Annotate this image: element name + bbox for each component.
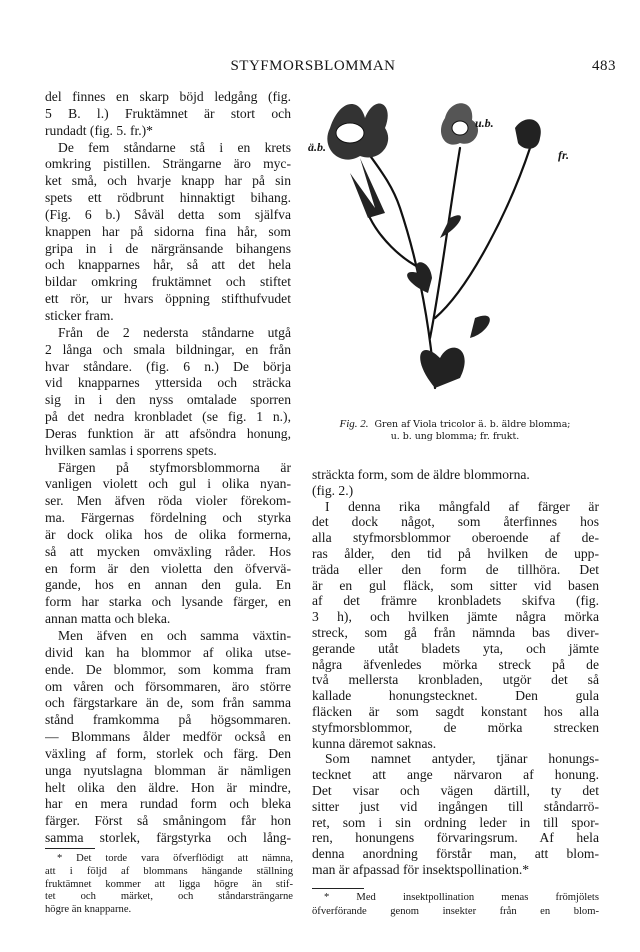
footnote-divider-left	[45, 848, 95, 849]
text-line: — Blommans ålder medför också en	[45, 729, 291, 745]
text-line: färger. Först så småningom får hon	[45, 813, 291, 829]
text-line: ret, som i sin ordning leder in till spor-	[312, 814, 599, 830]
text-line: samma storlek, färgstyrka och lång-	[45, 830, 291, 846]
text-line: Färgen på styfmorsblommorna är	[58, 459, 291, 475]
text-line: 5 B. l.) Fruktämnet är stort och	[45, 105, 291, 121]
text-line: tet och märket, och ståndarsträngarne	[45, 891, 293, 903]
text-line: Det visar och vägen därtill, ty det	[312, 782, 599, 798]
text-line: Från de 2 nedersta ståndarne utgå	[58, 324, 291, 340]
text-line: sig in i den nyss omtalade sporren	[45, 392, 291, 408]
text-line: Deras funktion är att afsöndra honung,	[45, 425, 291, 441]
text-line: är en gul fläck, som sitter vid basen	[312, 577, 599, 593]
text-line: De fem ståndarne stå i en krets	[58, 139, 291, 155]
plant-illustration	[300, 88, 600, 408]
caption-line-2: u. b. ung blomma; fr. frukt.	[390, 431, 520, 442]
text-line: * Det torde vara öfverflödigt att nämna,	[57, 853, 293, 864]
figure-caption	[312, 418, 598, 443]
footnote-left	[45, 853, 293, 917]
text-line: och knapparnes hår, så att det hela	[45, 257, 291, 273]
text-line: några äfvenledes mörka streck på de	[312, 656, 599, 672]
text-line: vid knapparnes yttersida och sträcka	[45, 375, 291, 391]
text-line: I denna rika mångfald af färger är	[325, 498, 599, 514]
text-line: en form är den violetta den öfvervä-	[45, 560, 291, 576]
text-line: ras ålder, den tid på hvilken de upp-	[312, 545, 599, 561]
text-line: kallade honungstecknet. Den gula	[312, 688, 599, 704]
text-line: af det främre kronbladets skifva (fig.	[312, 593, 599, 609]
text-line: ket små, och hvarje knapp har på sin	[45, 173, 291, 189]
text-line: högre än knapparne.	[45, 904, 132, 916]
text-line: är dock olika hos de olika formerna,	[45, 526, 291, 542]
text-line: (fig. 2.)	[312, 482, 354, 498]
text-line: fruktämnet kommer att ligga högre än stif-	[45, 878, 293, 890]
text-line: ren, honungens förvaringsrum. Af hela	[312, 830, 599, 846]
text-line: tecknet att ange närvaron af honung.	[312, 767, 599, 783]
text-line: man är afpassad för insektspollination.*	[312, 861, 530, 877]
text-line: träda eller den form de tillhöra. Det	[312, 561, 599, 577]
text-line: två mellersta kronbladen, utgör det så	[312, 672, 599, 688]
text-line: omkring pistillen. Strängarne äro myc-	[45, 156, 291, 172]
text-line: vanligen violett och gul i olika nyan-	[45, 476, 291, 492]
text-line: (Fig. 6 b.) Såväl detta som själfva	[45, 206, 291, 222]
text-line: så att mycken omväxling råder. Hos	[45, 543, 291, 559]
text-line: unga nyutslagna blomman är nämligen	[45, 762, 291, 778]
text-line: streck, som gå från nämnda bas diver-	[312, 624, 599, 640]
text-line: bildar omkring fruktämnet och stiftet	[45, 274, 291, 290]
text-line: alla styfmorsblommor oberoende af de-	[312, 530, 599, 546]
running-header-title: STYFMORSBLOMMAN	[230, 58, 396, 74]
page-number: 483	[592, 58, 616, 74]
text-line: ser. Men äfven röda violer förekom-	[45, 493, 291, 509]
text-line: sticker fram.	[45, 307, 114, 323]
text-line: ende. De blommor, som komma fram	[45, 661, 291, 677]
text-line: Som namnet antyder, tjänar honungs-	[325, 751, 599, 767]
text-line: fläcken är som sagdt konstant hos alla	[312, 703, 599, 719]
text-line: 3 h), och hvilken jämte några mörka	[312, 609, 599, 625]
text-line: på det nedra kronbladet (se fig. 1 n.),	[45, 409, 291, 425]
text-line: sitter just vid ingången till ståndarrö-	[312, 798, 599, 814]
footnote-divider-right	[312, 888, 364, 889]
text-line: och färgstarkare än de, som från samma	[45, 695, 291, 711]
left-text-column	[45, 89, 291, 847]
text-line: kunna däremot saknas.	[312, 735, 437, 751]
text-line: öfverförande genom insekter från en blom-	[312, 905, 599, 917]
text-line: helt olika den äldre. Hon är mindre,	[45, 779, 291, 795]
text-line: det dock något, som återfinnes hos	[312, 514, 599, 530]
text-line: ett rör, ur hvars öppning stifthufvudet	[45, 291, 291, 307]
right-text-column	[312, 467, 599, 878]
text-line: styfmorsblommor, de mörka strecken	[312, 719, 599, 735]
text-line: växling af form, storlek och färg. Den	[45, 745, 291, 761]
text-line: * Med insektpollination menas frömjölets	[324, 892, 599, 903]
text-line: denna anordning förstår man, att blom-	[312, 846, 599, 862]
text-line: sträckta form, som de äldre blommorna.	[312, 467, 530, 482]
label-young-flower: u.b.	[475, 116, 494, 130]
caption-fig-number: Fig. 2.	[339, 418, 369, 430]
text-line: gerande utåt bladets yta, och jämte	[312, 640, 599, 656]
text-line: rundadt (fig. 5. fr.)*	[45, 122, 153, 138]
text-line: form har starka och lysande färger, en	[45, 594, 291, 610]
text-line: spets ett rödbrunt hinnaktigt bihang.	[45, 190, 291, 206]
text-line: annan matta och bleka.	[45, 611, 171, 627]
text-line: ma. Färgernas fördelning och styrka	[45, 510, 291, 526]
text-line: divid kan ha blommor af olika utse-	[45, 644, 291, 660]
label-older-flower: ä.b.	[308, 140, 326, 154]
text-line: att i följd af blommans hängande ställning	[45, 865, 293, 877]
text-line: hvar ståndare. (fig. 6 n.) De börja	[45, 358, 291, 374]
text-line: om våren och försommaren, äro större	[45, 678, 291, 694]
text-line: del finnes en skarp böjd ledgång (fig.	[45, 89, 291, 104]
text-line: gande, hos en annan den gula. En	[45, 577, 291, 593]
text-line: har en mera rundad form och bleka	[45, 796, 291, 812]
label-fruit: fr.	[558, 148, 570, 162]
text-line: knappen har på sidorna fina hår, som	[45, 223, 291, 239]
text-line: 2 långa och smala bildningar, en från	[45, 341, 291, 357]
text-line: hvilken samlas i sporrens spets.	[45, 442, 217, 458]
text-line: gripa in i de närgränsande bihangens	[45, 240, 291, 256]
figure-viola-tricolor	[300, 88, 600, 408]
caption-line-1: Gren af Viola tricolor ä. b. äldre blomma;	[374, 419, 571, 430]
footnote-right	[312, 891, 599, 918]
text-line: stånd framkomma på högsommaren.	[45, 712, 291, 728]
text-line: Men äfven en och samma växtin-	[58, 628, 291, 643]
